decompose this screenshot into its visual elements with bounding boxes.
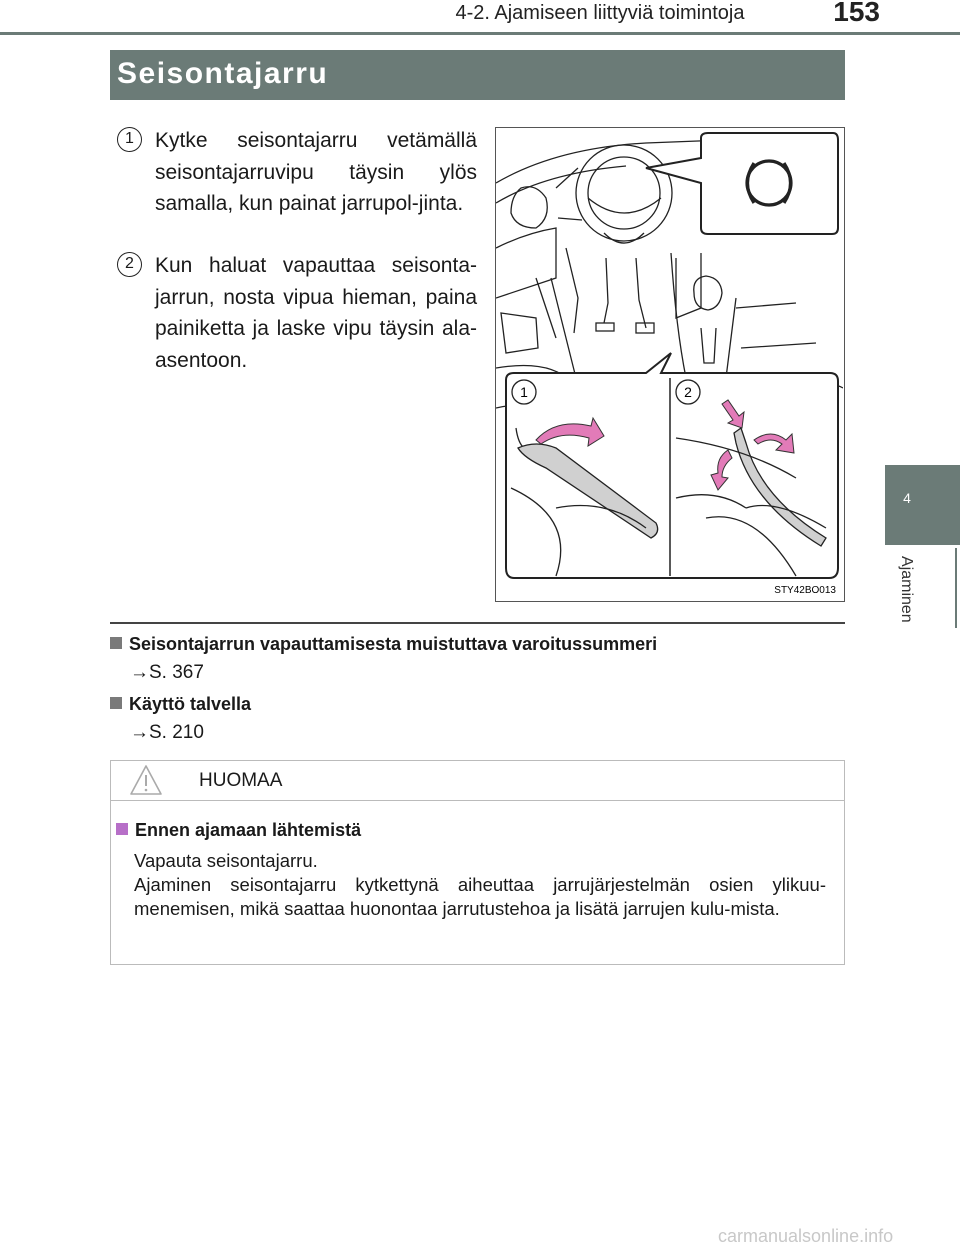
header-rule: [0, 32, 960, 35]
caution-header: [111, 761, 844, 801]
caution-bullet: [116, 823, 128, 835]
caution-line-1: Vapauta seisontajarru.: [134, 850, 318, 871]
note-bullet: [110, 637, 122, 649]
watermark: carmanualsonline.info: [718, 1226, 894, 1246]
step-2-number: 2: [117, 252, 142, 277]
step-1-text: Kytke seisontajarru vetämällä seisontajarruvipu täysin ylös samalla, kun painat jarrupol-jinta.: [155, 129, 477, 215]
chapter-label: Ajaminen: [898, 556, 915, 623]
parking-brake-illustration: [495, 127, 845, 602]
chapter-label-wrap: [893, 556, 917, 646]
step-2-text: Kun haluat vapauttaa seisonta-jarrun, nosta vipua hieman, paina painiketta ja laske vipu täysin ala-asentoon.: [155, 254, 477, 372]
section-heading: 4-2. Ajamiseen liittyviä toimintoja: [455, 2, 745, 24]
caution-subtitle: Ennen ajamaan lähtemistä: [135, 820, 362, 840]
section-rule: [110, 622, 845, 624]
caution-body: [134, 849, 826, 921]
warning-triangle-icon: [129, 764, 163, 796]
figure-code: STY42BO013: [774, 585, 836, 596]
chapter-number: 4: [903, 490, 911, 506]
note-bullet: [110, 697, 122, 709]
note-winter-ref: →S. 210: [130, 722, 204, 743]
caution-box: [110, 760, 845, 965]
page-number: 153: [833, 0, 880, 27]
caution-title: HUOMAA: [199, 770, 283, 791]
figure-callout-1: 1: [520, 384, 528, 400]
step-1-number: 1: [117, 127, 142, 152]
chapter-rule: [955, 548, 957, 628]
note-winter-title: Käyttö talvella: [129, 694, 252, 714]
note-buzzer-ref: →S. 367: [130, 662, 204, 683]
caution-line-2: Ajaminen seisontajarru kytkettynä aiheuttaa jarrujärjestelmän osien ylikuu-menemisen, mikä saattaa huonontaa jarrutustehoa ja lisätä jarrujen kulu-mista.: [134, 874, 826, 919]
illustration-svg: [496, 128, 843, 600]
page-title: Seisontajarru: [117, 57, 329, 90]
figure-callout-2: 2: [684, 384, 692, 400]
note-buzzer-title: Seisontajarrun vapauttamisesta muistuttava varoitussummeri: [129, 634, 658, 654]
